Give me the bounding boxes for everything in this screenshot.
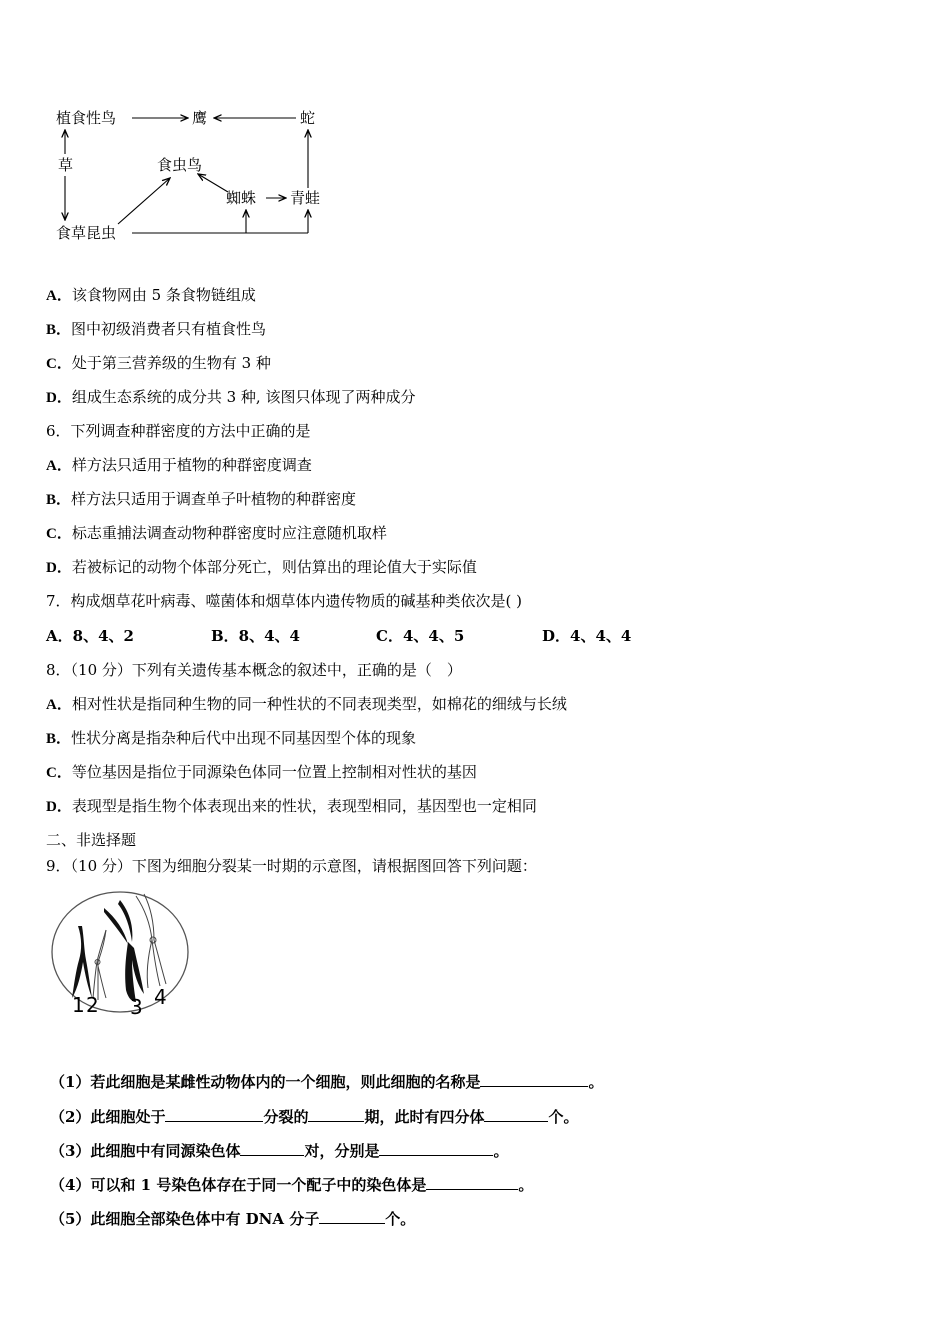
q8-option-c[interactable]: C．等位基因是指位于同源染色体同一位置上控制相对性状的基因 bbox=[46, 763, 477, 781]
answer-blank-4[interactable] bbox=[426, 1175, 518, 1190]
q7-option-a[interactable]: A．8、4、2 bbox=[46, 627, 134, 645]
q6-option-b[interactable]: B．样方法只适用于调查单子叶植物的种群密度 bbox=[46, 490, 357, 508]
answer-blank-3a[interactable] bbox=[240, 1141, 304, 1156]
q8-option-d[interactable]: D．表现型是指生物个体表现出来的性状，表现型相同，基因型也一定相同 bbox=[46, 797, 537, 815]
node-grass: 草 bbox=[58, 156, 74, 174]
q9-sub-2: （2）此细胞处于 分裂的 期，此时有四分体 个。 bbox=[50, 1108, 579, 1126]
node-spider: 蜘蛛 bbox=[226, 189, 257, 207]
chromosome-2 bbox=[93, 930, 106, 1000]
q7-option-c[interactable]: C．4、4、5 bbox=[376, 627, 465, 645]
chromosome-label-4: 4 bbox=[154, 985, 167, 1009]
q9-sub-1: （1）若此细胞是某雌性动物体内的一个细胞，则此细胞的名称是 。 bbox=[50, 1073, 604, 1091]
q6-option-c[interactable]: C．标志重捕法调查动物种群密度时应注意随机取样 bbox=[46, 524, 387, 542]
q5-option-b[interactable]: B．图中初级消费者只有植食性鸟 bbox=[46, 320, 267, 338]
q8-stem: 8．（10 分）下列有关遗传基本概念的叙述中，正确的是（ ） bbox=[46, 661, 462, 679]
q5-option-d[interactable]: D．组成生态系统的成分共 3 种, 该图只体现了两种成分 bbox=[46, 388, 416, 406]
q5-option-c[interactable]: C．处于第三营养级的生物有 3 种 bbox=[46, 354, 271, 372]
q7-stem: 7．构成烟草花叶病毒、噬菌体和烟草体内遗传物质的碱基种类依次是( ) bbox=[46, 592, 523, 610]
q9-sub-4: （4）可以和 1 号染色体存在于同一个配子中的染色体是 。 bbox=[50, 1176, 534, 1194]
node-herb-insect: 食草昆虫 bbox=[56, 224, 117, 242]
q6-option-a[interactable]: A．样方法只适用于植物的种群密度调查 bbox=[46, 456, 312, 474]
cell-division-diagram bbox=[48, 890, 193, 1030]
node-herb-bird: 植食性鸟 bbox=[56, 109, 117, 127]
q8-option-a[interactable]: A．相对性状是指同种生物的同一种性状的不同表现类型，如棉花的细绒与长绒 bbox=[46, 695, 567, 713]
section-title: 二、非选择题 bbox=[46, 831, 137, 849]
node-eagle: 鹰 bbox=[192, 109, 208, 127]
q9-stem: 9．（10 分）下图为细胞分裂某一时期的示意图，请根据图回答下列问题： bbox=[46, 857, 537, 875]
answer-blank-2c[interactable] bbox=[484, 1107, 548, 1122]
chromosome-label-2: 2 bbox=[86, 993, 99, 1017]
chromosome-4 bbox=[136, 894, 166, 988]
q7-option-d[interactable]: D．4、4、4 bbox=[542, 627, 632, 645]
chromosome-3 bbox=[104, 900, 144, 1002]
q8-option-b[interactable]: B．性状分离是指杂种后代中出现不同基因型个体的现象 bbox=[46, 729, 417, 747]
q5-option-a[interactable]: A．该食物网由 5 条食物链组成 bbox=[46, 286, 256, 304]
answer-blank-3b[interactable] bbox=[379, 1141, 493, 1156]
q9-sub-5: （5）此细胞全部染色体中有 DNA 分子 个。 bbox=[50, 1210, 416, 1228]
q6-stem: 6．下列调查种群密度的方法中正确的是 bbox=[46, 422, 311, 440]
arrow-spider-insect-bird bbox=[198, 174, 228, 192]
q6-option-d[interactable]: D．若被标记的动物个体部分死亡，则估算出的理论值大于实际值 bbox=[46, 558, 477, 576]
chromosome-label-1: 1 bbox=[72, 993, 85, 1017]
node-snake: 蛇 bbox=[300, 109, 316, 127]
answer-blank-2a[interactable] bbox=[165, 1107, 263, 1122]
arrow-herb-insect-insect-bird bbox=[118, 178, 170, 224]
answer-blank-2b[interactable] bbox=[308, 1107, 364, 1122]
answer-blank-5[interactable] bbox=[319, 1209, 385, 1224]
chromosome-label-3: 3 bbox=[130, 995, 143, 1019]
chromosome-1 bbox=[72, 926, 92, 998]
food-web-diagram bbox=[52, 100, 342, 250]
node-insect-bird: 食虫鸟 bbox=[157, 156, 203, 174]
node-frog: 青蛙 bbox=[290, 189, 321, 207]
q7-option-b[interactable]: B．8、4、4 bbox=[211, 627, 300, 645]
answer-blank-1[interactable] bbox=[480, 1072, 588, 1087]
q9-sub-3: （3）此细胞中有同源染色体 对，分别是 。 bbox=[50, 1142, 509, 1160]
